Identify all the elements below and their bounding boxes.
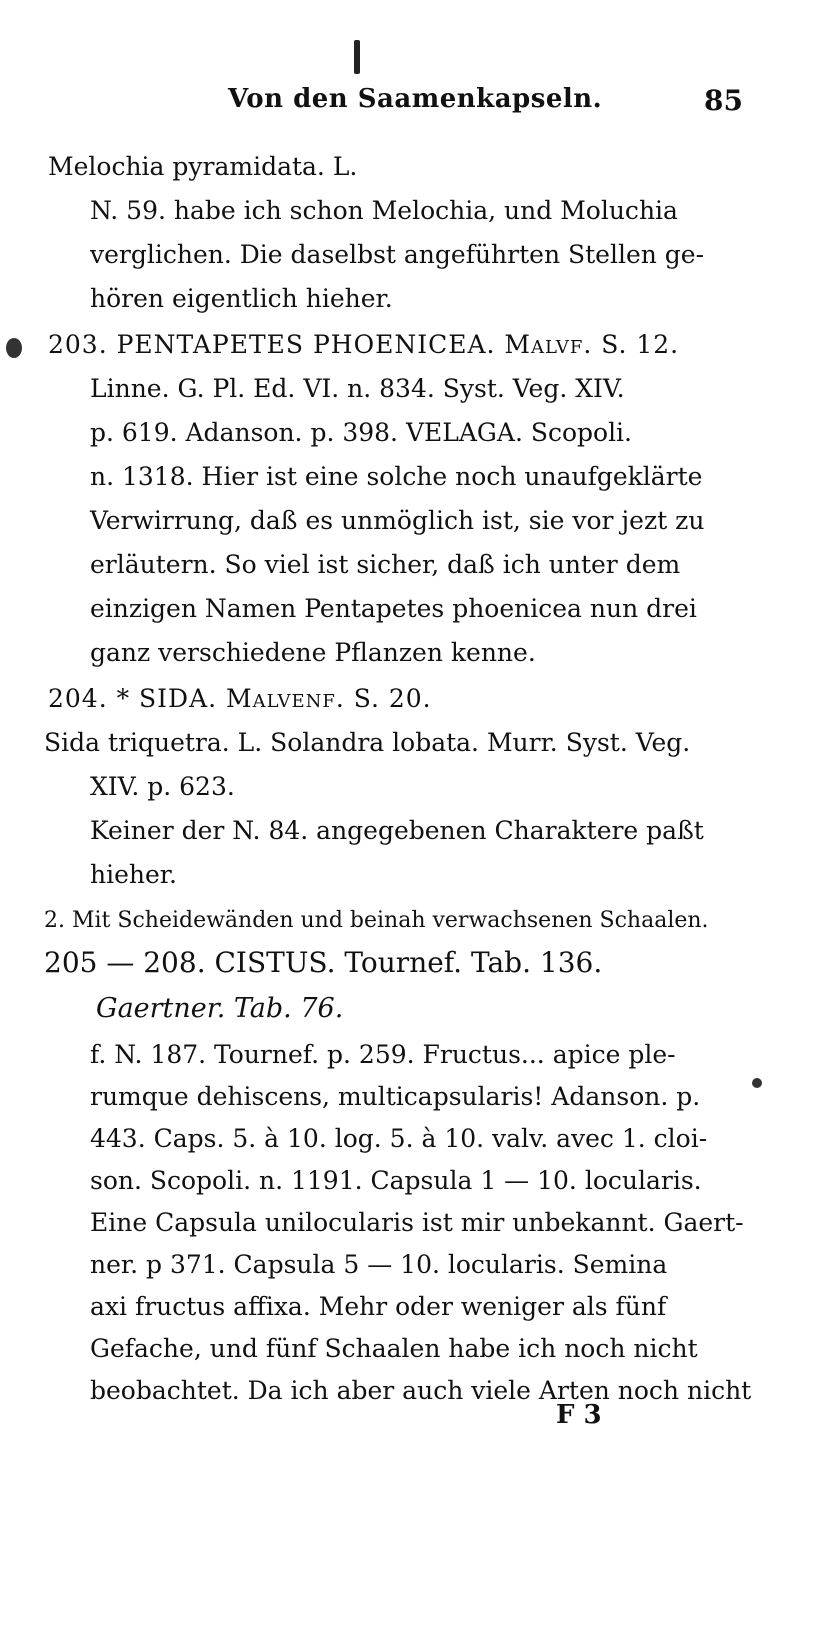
- text-line: Sida triquetra. L. Solandra lobata. Murr. Syst. Veg.: [44, 728, 691, 757]
- text-line: Verwirrung, daß es unmöglich ist, sie vor jezt zu: [90, 506, 705, 535]
- text-line: f. N. 187. Tournef. p. 259. Fructus... apice ple-: [90, 1040, 676, 1069]
- text-line: Gaertner. Tab. 76.: [96, 993, 344, 1024]
- catchword: F 3: [556, 1400, 602, 1430]
- text-line: rumque dehiscens, multicapsularis! Adanson. p.: [90, 1082, 701, 1111]
- text-line: son. Scopoli. n. 1191. Capsula 1 — 10. locularis.: [90, 1166, 702, 1195]
- text-line: ner. p 371. Capsula 5 — 10. locularis. Semina: [90, 1250, 668, 1279]
- running-header: [0, 84, 830, 124]
- text-line: Gefache, und fünf Schaalen habe ich noch nicht: [90, 1334, 698, 1363]
- running-title: Von den Saamenkapseln.: [228, 84, 603, 114]
- text-line: hören eigentlich hieher.: [90, 284, 393, 313]
- text-line: Melochia pyramidata. L.: [48, 152, 358, 181]
- text-line: hieher.: [90, 860, 177, 889]
- text-line: axi fructus affixa. Mehr oder weniger als fünf: [90, 1292, 667, 1321]
- text-line: Eine Capsula unilocularis ist mir unbekannt. Gaert-: [90, 1208, 744, 1237]
- text-line: p. 619. Adanson. p. 398. VELAGA. Scopoli.: [90, 418, 633, 447]
- text-line: verglichen. Die daselbst angeführten Stellen ge-: [90, 240, 705, 269]
- text-line: N. 59. habe ich schon Melochia, und Moluchia: [90, 196, 678, 225]
- text-line: beobachtet. Da ich aber auch viele Arten noch nicht: [90, 1376, 752, 1405]
- section-heading: 2. Mit Scheidewänden und beinah verwachsenen Schaalen.: [44, 908, 709, 933]
- page-number: 85: [704, 84, 743, 117]
- text-line: ganz verschiedene Pflanzen kenne.: [90, 638, 536, 667]
- entry-heading: 203. PENTAPETES PHOENICEA. Malvf. S. 12.: [48, 330, 680, 359]
- text-line: erläutern. So viel ist sicher, daß ich unter dem: [90, 550, 681, 579]
- ink-mark: [354, 40, 360, 74]
- ink-blot: [6, 338, 22, 358]
- text-line: n. 1318. Hier ist eine solche noch unaufgeklärte: [90, 462, 703, 491]
- entry-heading: 205 — 208. CISTUS. Tournef. Tab. 136.: [44, 946, 603, 979]
- text-line: einzigen Namen Pentapetes phoenicea nun drei: [90, 594, 697, 623]
- ink-blot: [752, 1078, 762, 1088]
- text-line: Keiner der N. 84. angegebenen Charaktere paßt: [90, 816, 704, 845]
- text-line: Linne. G. Pl. Ed. VI. n. 834. Syst. Veg. XIV.: [90, 374, 625, 403]
- entry-heading: 204. * SIDA. Malvenf. S. 20.: [48, 684, 432, 713]
- text-line: 443. Caps. 5. à 10. log. 5. à 10. valv. avec 1. cloi-: [90, 1124, 708, 1153]
- text-line: XIV. p. 623.: [90, 772, 235, 801]
